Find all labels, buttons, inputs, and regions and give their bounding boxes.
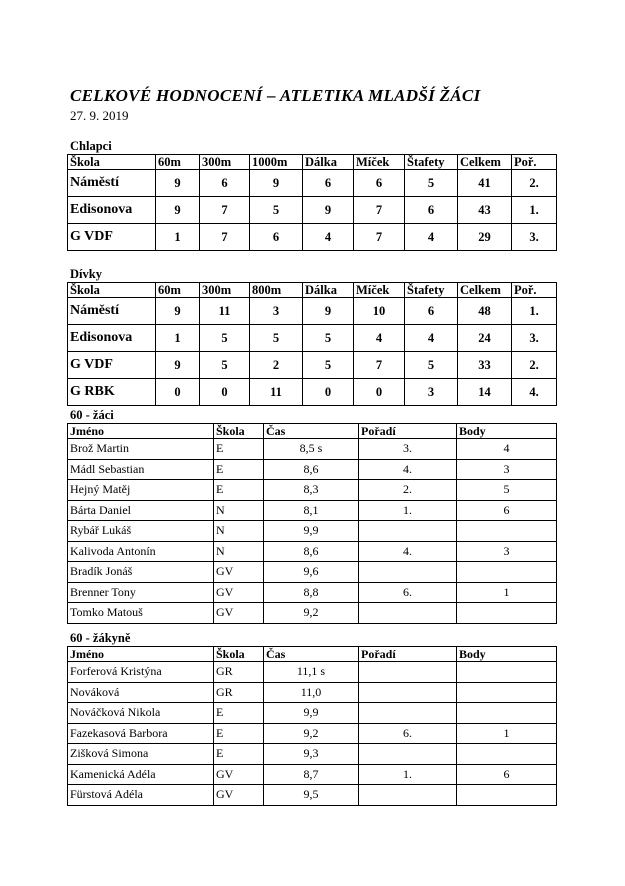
table-cell: 6.	[359, 723, 457, 744]
table-row	[68, 603, 557, 624]
table-cell: 1.	[359, 500, 457, 521]
table-cell: Forferová Kristýna	[68, 662, 214, 683]
table-cell: 3	[405, 379, 458, 406]
table-cell	[359, 562, 457, 583]
table-cell: 8,6	[264, 459, 359, 480]
table-cell: Fazekasová Barbora	[68, 723, 214, 744]
table-cell: Nováčková Nikola	[68, 703, 214, 724]
table-row	[68, 662, 557, 683]
table-cell: 1	[156, 325, 200, 352]
table-cell: Náměstí	[68, 298, 156, 325]
table-cell: Kamenická Adéla	[68, 764, 214, 785]
table-cell: Rybář Lukáš	[68, 521, 214, 542]
column-header: Čas	[264, 647, 359, 662]
table-cell: 6	[250, 224, 303, 251]
column-header: Body	[457, 647, 557, 662]
table-cell: 5	[405, 170, 458, 197]
header-row	[68, 283, 557, 298]
column-header: 60m	[156, 155, 200, 170]
column-header: 1000m	[250, 155, 303, 170]
table-cell: 6	[405, 197, 458, 224]
table-cell: 1	[457, 582, 557, 603]
table-cell: 2.	[359, 480, 457, 501]
table-row	[68, 682, 557, 703]
table-cell: 6	[303, 170, 354, 197]
table-row	[68, 480, 557, 501]
table-cell: 5	[303, 352, 354, 379]
table-row	[68, 785, 557, 806]
table-cell: 0	[156, 379, 200, 406]
header-row	[68, 155, 557, 170]
header-row	[68, 424, 557, 439]
table-cell: 6	[405, 298, 458, 325]
table-cell: 1	[156, 224, 200, 251]
table-cell	[359, 785, 457, 806]
table-cell: GV	[214, 582, 264, 603]
table-cell: 7	[200, 224, 250, 251]
column-header: Čas	[264, 424, 359, 439]
table-cell: 9,3	[264, 744, 359, 765]
table-cell: 1.	[359, 764, 457, 785]
girls-summary-table	[67, 282, 557, 406]
column-header: Škola	[68, 283, 156, 298]
table-cell: 9,5	[264, 785, 359, 806]
table-cell: 5	[457, 480, 557, 501]
table-cell: Mádl Sebastian	[68, 459, 214, 480]
table-cell: 1.	[512, 197, 557, 224]
column-header: Škola	[214, 424, 264, 439]
table-cell: E	[214, 459, 264, 480]
table-cell: 5	[250, 325, 303, 352]
table-cell: 8,8	[264, 582, 359, 603]
boys-60-caption: 60 - žáci	[70, 408, 114, 422]
girls-60-caption: 60 - žákyně	[70, 631, 131, 645]
table-cell: 6	[457, 500, 557, 521]
table-cell: 11,0	[264, 682, 359, 703]
table-cell	[457, 785, 557, 806]
table-cell: 9,9	[264, 703, 359, 724]
column-header: Pořadí	[359, 647, 457, 662]
table-cell: Nováková	[68, 682, 214, 703]
table-cell: 41	[458, 170, 512, 197]
column-header: 300m	[200, 155, 250, 170]
column-header: Celkem	[458, 155, 512, 170]
table-row	[68, 325, 557, 352]
table-cell: 9,2	[264, 723, 359, 744]
table-cell: 0	[303, 379, 354, 406]
table-cell: 24	[458, 325, 512, 352]
document-date: 27. 9. 2019	[70, 108, 129, 123]
table-cell: 9	[156, 298, 200, 325]
table-cell: 9	[303, 298, 354, 325]
table-cell: N	[214, 541, 264, 562]
boys-summary-caption: Chlapci	[70, 139, 112, 153]
table-cell: 11	[200, 298, 250, 325]
column-header: Štafety	[405, 155, 458, 170]
table-cell	[457, 703, 557, 724]
table-cell: 2.	[512, 352, 557, 379]
table-cell: 3.	[512, 325, 557, 352]
table-cell: 6.	[359, 582, 457, 603]
column-header: Míček	[354, 283, 405, 298]
table-row	[68, 500, 557, 521]
table-cell: 8,1	[264, 500, 359, 521]
table-cell: 2.	[512, 170, 557, 197]
table-cell: G VDF	[68, 224, 156, 251]
column-header: Dálka	[303, 283, 354, 298]
table-cell: 4.	[512, 379, 557, 406]
table-cell	[457, 744, 557, 765]
table-cell: E	[214, 723, 264, 744]
table-cell: 4	[354, 325, 405, 352]
table-cell: 6	[200, 170, 250, 197]
table-cell: 5	[250, 197, 303, 224]
table-cell: 4.	[359, 459, 457, 480]
table-cell: Edisonova	[68, 325, 156, 352]
table-cell: 7	[200, 197, 250, 224]
table-cell: 6	[457, 764, 557, 785]
table-cell: E	[214, 703, 264, 724]
table-cell: Bradík Jonáš	[68, 562, 214, 583]
table-cell: GR	[214, 682, 264, 703]
table-cell	[457, 521, 557, 542]
table-cell: Brož Martin	[68, 439, 214, 460]
table-cell: Brenner Tony	[68, 582, 214, 603]
column-header: Jméno	[68, 424, 214, 439]
table-cell: Bárta Daniel	[68, 500, 214, 521]
table-cell: GR	[214, 662, 264, 683]
table-cell: 3	[457, 459, 557, 480]
column-header: Poř.	[512, 155, 557, 170]
boys-summary-table	[67, 154, 557, 251]
table-cell: 11	[250, 379, 303, 406]
header-row	[68, 647, 557, 662]
table-cell: E	[214, 480, 264, 501]
table-cell: 9	[250, 170, 303, 197]
table-cell: 9	[156, 352, 200, 379]
table-cell: 29	[458, 224, 512, 251]
table-cell: Tomko Matouš	[68, 603, 214, 624]
table-cell: 3.	[359, 439, 457, 460]
column-header: Celkem	[458, 283, 512, 298]
table-cell: G VDF	[68, 352, 156, 379]
table-cell: GV	[214, 603, 264, 624]
table-cell: GV	[214, 764, 264, 785]
girls-60-table	[67, 646, 557, 806]
table-cell: N	[214, 500, 264, 521]
table-row	[68, 723, 557, 744]
table-cell: 1.	[512, 298, 557, 325]
table-cell: 9	[303, 197, 354, 224]
table-cell: 7	[354, 352, 405, 379]
table-row	[68, 439, 557, 460]
table-cell: 5	[200, 325, 250, 352]
column-header: Pořadí	[359, 424, 457, 439]
column-header: Škola	[68, 155, 156, 170]
table-cell: 8,6	[264, 541, 359, 562]
table-cell	[457, 682, 557, 703]
table-cell: GV	[214, 785, 264, 806]
table-cell: G RBK	[68, 379, 156, 406]
column-header: Dálka	[303, 155, 354, 170]
table-cell: 4	[303, 224, 354, 251]
table-cell: 11,1 s	[264, 662, 359, 683]
table-cell: Fürstová Adéla	[68, 785, 214, 806]
table-cell	[457, 603, 557, 624]
table-cell: 14	[458, 379, 512, 406]
table-cell: Hejný Matěj	[68, 480, 214, 501]
table-cell: 4.	[359, 541, 457, 562]
table-cell: 0	[200, 379, 250, 406]
table-cell	[359, 521, 457, 542]
table-cell	[457, 662, 557, 683]
table-row	[68, 170, 557, 197]
column-header: Míček	[354, 155, 405, 170]
table-cell: 10	[354, 298, 405, 325]
table-row	[68, 744, 557, 765]
table-cell: 3	[457, 541, 557, 562]
table-row	[68, 703, 557, 724]
table-cell	[457, 562, 557, 583]
table-row	[68, 582, 557, 603]
table-cell: N	[214, 521, 264, 542]
table-cell: 8,5 s	[264, 439, 359, 460]
column-header: 800m	[250, 283, 303, 298]
table-cell: 8,3	[264, 480, 359, 501]
column-header: Jméno	[68, 647, 214, 662]
table-row	[68, 224, 557, 251]
table-row	[68, 459, 557, 480]
table-cell: 5	[303, 325, 354, 352]
column-header: 300m	[200, 283, 250, 298]
table-cell: 9,6	[264, 562, 359, 583]
table-cell: 43	[458, 197, 512, 224]
table-cell: 7	[354, 197, 405, 224]
table-cell: Náměstí	[68, 170, 156, 197]
table-cell: 8,7	[264, 764, 359, 785]
table-cell: Kalivoda Antonín	[68, 541, 214, 562]
table-cell: 9	[156, 197, 200, 224]
table-cell: GV	[214, 562, 264, 583]
column-header: Štafety	[405, 283, 458, 298]
table-cell: Zišková Simona	[68, 744, 214, 765]
girls-summary-caption: Dívky	[70, 267, 102, 281]
document-title: CELKOVÉ HODNOCENÍ – ATLETIKA MLADŠÍ ŽÁCI	[70, 86, 481, 105]
table-cell: 5	[200, 352, 250, 379]
table-cell: 1	[457, 723, 557, 744]
table-cell: 2	[250, 352, 303, 379]
table-row	[68, 352, 557, 379]
table-cell: 33	[458, 352, 512, 379]
table-row	[68, 521, 557, 542]
table-row	[68, 764, 557, 785]
table-cell: 0	[354, 379, 405, 406]
table-cell: 7	[354, 224, 405, 251]
table-row	[68, 541, 557, 562]
table-cell	[359, 603, 457, 624]
table-cell	[359, 662, 457, 683]
table-cell: 4	[405, 224, 458, 251]
table-row	[68, 197, 557, 224]
column-header: Poř.	[512, 283, 557, 298]
table-cell	[359, 703, 457, 724]
boys-60-table	[67, 423, 557, 624]
table-row	[68, 379, 557, 406]
column-header: Body	[457, 424, 557, 439]
table-cell: 9,9	[264, 521, 359, 542]
table-cell: 4	[405, 325, 458, 352]
table-cell: 3	[250, 298, 303, 325]
table-row	[68, 298, 557, 325]
column-header: Škola	[214, 647, 264, 662]
column-header: 60m	[156, 283, 200, 298]
table-cell: 48	[458, 298, 512, 325]
table-cell: Edisonova	[68, 197, 156, 224]
table-cell: E	[214, 744, 264, 765]
table-cell: 9	[156, 170, 200, 197]
table-cell: 6	[354, 170, 405, 197]
table-cell: 5	[405, 352, 458, 379]
table-cell: 3.	[512, 224, 557, 251]
table-cell	[359, 744, 457, 765]
table-cell: E	[214, 439, 264, 460]
table-cell	[359, 682, 457, 703]
table-row	[68, 562, 557, 583]
table-cell: 4	[457, 439, 557, 460]
table-cell: 9,2	[264, 603, 359, 624]
